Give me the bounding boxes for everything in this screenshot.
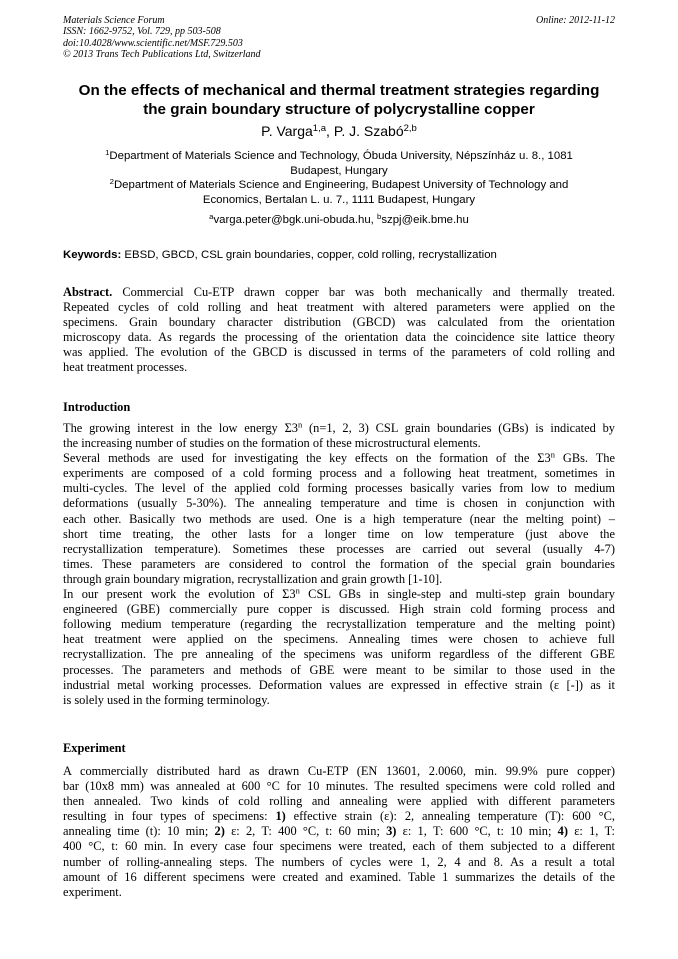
text-line xyxy=(63,855,615,870)
affiliation-1 xyxy=(70,149,608,178)
text-span: industrial metal working processes. Deformation values are expressed in effective strain (ε [-]) as it xyxy=(63,677,615,692)
text-line xyxy=(63,436,615,451)
abstract-line: Repeated cycles of cold rolling and heat treatment with altered parameters were applied on the xyxy=(63,300,615,315)
text-line xyxy=(63,421,615,436)
affiliation-1-line-1: Department of Materials Science and Technology, Óbuda University, Népszínház u. 8., 1081 xyxy=(109,150,573,162)
text-span: CSL GBs in single-step and multi-step grain boundary xyxy=(299,587,615,602)
text-line xyxy=(63,542,615,557)
email-b: szpj@eik.bme.hu xyxy=(381,214,469,226)
text-line xyxy=(63,527,615,542)
text-span: GBs. The xyxy=(554,451,615,466)
email-a-sup: a xyxy=(209,211,214,221)
text-line xyxy=(63,870,615,885)
text-span: each other. Basically two methods are used. One is a high temperature (near the melting point) – xyxy=(63,511,615,526)
text-span: short time treating, the other lasts for a longer time on low temperature (just above the xyxy=(63,526,615,541)
introduction-paragraph-2 xyxy=(63,451,615,587)
superscript: n xyxy=(297,419,303,430)
text-span: engineered (GBE) commercially pure copper is discussed. High strain cold forming process and xyxy=(63,602,615,617)
text-span: the increasing number of studies on the formation of these microstructural elements. xyxy=(63,436,481,451)
abstract-line: microscopy data. As regards the processing of the orientation data the coincidence site lattice theory xyxy=(63,330,615,345)
keywords-text: EBSD, GBCD, CSL grain boundaries, copper, cold rolling, recrystallization xyxy=(121,249,497,261)
online-date: Online: 2012-11-12 xyxy=(536,15,615,26)
author-2-sup: 2,b xyxy=(403,122,417,134)
journal-name: Materials Science Forum xyxy=(63,15,165,26)
journal-copyright: © 2013 Trans Tech Publications Ltd, Switzerland xyxy=(63,48,261,60)
text-span: ε: 2, T: 400 °C, t: 60 min; xyxy=(224,824,387,839)
text-span: resulting in four types of specimens: xyxy=(63,809,276,824)
affiliation-2 xyxy=(70,178,608,207)
experiment-heading: Experiment xyxy=(63,741,126,755)
specimen-number: 2) xyxy=(214,824,225,839)
introduction-paragraph-3 xyxy=(63,587,615,708)
text-span: multi-cycles. The level of the applied cold forming processes basically varies from low to medium xyxy=(63,481,615,496)
experiment-body xyxy=(63,764,615,900)
text-line xyxy=(63,839,615,854)
text-line xyxy=(63,809,615,824)
introduction-heading: Introduction xyxy=(63,400,131,414)
introduction-paragraph-1 xyxy=(63,421,615,451)
text-span: through grain boundary migration, recrystallization and grain growth [1-10]. xyxy=(63,571,443,586)
text-span: experiments are composed of a cold forming process and a following heat treatment, sometimes in xyxy=(63,466,615,481)
text-span: is solely used in the forming terminology. xyxy=(63,692,270,707)
abstract-line: specimens. Grain boundary character distribution (GBCD) was calculated from the orientation xyxy=(63,315,615,330)
text-line xyxy=(63,663,615,678)
text-line xyxy=(63,824,615,839)
abstract-label: Abstract. xyxy=(63,285,113,299)
text-line xyxy=(63,617,615,632)
text-span: In our present work the evolution of Σ3 xyxy=(63,587,296,602)
text-line xyxy=(63,678,615,693)
text-line xyxy=(63,481,615,496)
text-span: processes. The parameters and methods of GBE were meant to be similar to those used in the xyxy=(63,662,615,677)
text-line xyxy=(63,572,615,587)
text-line xyxy=(63,647,615,662)
text-span: effective strain (ε): 2, annealing temperature (T): 600 °C, xyxy=(285,809,616,824)
superscript: n xyxy=(550,449,555,460)
text-line xyxy=(63,466,615,481)
text-span: The growing interest in the low energy Σ3 xyxy=(63,421,298,435)
title-line-1: On the effects of mechanical and thermal treatment strategies regarding xyxy=(78,82,600,99)
text-span: annealing time (t): 10 min; xyxy=(63,824,215,839)
author-emails xyxy=(70,213,608,228)
journal-doi: doi:10.4028/www.scientific.net/MSF.729.503 xyxy=(63,37,243,49)
text-span: A commercially distributed hard as drawn Cu-ETP (EN 13601, 2.0060, min. 99.9% pure copper) xyxy=(63,764,615,778)
text-line xyxy=(63,764,615,779)
keywords-label: Keywords: xyxy=(63,249,122,261)
author-separator: , xyxy=(326,123,334,139)
abstract-line: Commercial Cu-ETP drawn copper bar was both mechanically and thermally treated. xyxy=(112,285,615,299)
text-span: bar (10x8 mm) was annealed at 600 °C for 10 minutes. The resulted specimens were cold rolled and xyxy=(63,779,615,794)
text-line xyxy=(63,496,615,511)
text-span: ε: 1, T: xyxy=(568,824,615,839)
text-span: deformations (usually 5-30%). The annealing temperature and time is chosen in conjunction with xyxy=(63,496,615,511)
abstract-line: was applied. The evolution of the GBCD is discussed in terms of the parameters of cold rolling and xyxy=(63,345,615,360)
author-list xyxy=(55,122,623,140)
text-span: heat treatment were applied on the specimens. Annealing times were chosen to achieve full xyxy=(63,632,615,647)
title-line-2: the grain boundary structure of polycrystalline copper xyxy=(143,101,535,118)
specimen-number: 4) xyxy=(557,824,568,839)
text-span: recrystallization. The pre annealing of the specimens was uniform regardless of the different GBE xyxy=(63,647,615,662)
text-span: (n=1, 2, 3) CSL grain boundaries (GBs) is indicated by xyxy=(302,421,615,435)
author-2: P. J. Szabó xyxy=(333,123,404,139)
text-span: times. These parameters are considered to control the formation of the special grain boundaries xyxy=(63,556,615,571)
affiliation-1-line-2: Budapest, Hungary xyxy=(290,164,388,177)
text-line xyxy=(63,451,615,466)
affiliation-2-line-1: Department of Materials Science and Engineering, Budapest University of Technology and xyxy=(113,179,569,191)
keywords xyxy=(63,248,615,263)
text-line xyxy=(63,779,615,794)
affiliation-2-sup: 2 xyxy=(109,176,114,186)
email-a: varga.peter@bgk.uni-obuda.hu, xyxy=(213,214,377,226)
abstract xyxy=(63,285,615,376)
text-span: number of rolling-annealing steps. The numbers of cycles were 1, 2, 4 and 8. As a result a total xyxy=(63,854,615,869)
text-span: recrystallization temperature). Sometimes these processes are carried out several (usually 4-7) xyxy=(63,541,615,556)
text-line xyxy=(63,693,615,708)
specimen-number: 3) xyxy=(386,824,397,839)
introduction-body xyxy=(63,421,615,708)
text-line xyxy=(63,794,615,809)
affiliation-1-sup: 1 xyxy=(105,147,110,157)
superscript: n xyxy=(295,585,300,596)
author-1: P. Varga xyxy=(261,123,313,139)
journal-header xyxy=(63,15,615,60)
author-1-sup: 1,a xyxy=(312,122,327,134)
text-span: ε: 1, T: 600 °C, t: 10 min; xyxy=(396,824,558,839)
text-span: 400 °C, t: 60 min. In every case four specimens were treated, each of them subjected to a different xyxy=(63,839,615,854)
specimen-number: 1) xyxy=(275,809,286,824)
email-b-sup: b xyxy=(377,211,382,221)
text-span: experiment. xyxy=(63,884,122,899)
text-line xyxy=(63,632,615,647)
text-span: Several methods are used for investigating the key effects on the formation of the Σ3 xyxy=(63,451,551,466)
text-span: then annealed. Two kinds of cold rolling and annealing were applied with different parameters xyxy=(63,794,615,809)
text-line xyxy=(63,557,615,572)
text-span: amount of 16 different specimens were created and examined. Table 1 summarizes the details of the xyxy=(63,869,615,884)
paper-title xyxy=(55,81,623,119)
journal-issn: ISSN: 1662-9752, Vol. 729, pp 503-508 xyxy=(63,26,221,38)
text-line xyxy=(63,512,615,527)
abstract-line: heat treatment processes. xyxy=(63,360,188,375)
text-line xyxy=(63,587,615,602)
text-line xyxy=(63,602,615,617)
text-span: following medium temperature (regarding the recrystallization temperature and the melting point) xyxy=(63,617,615,632)
text-line xyxy=(63,885,615,900)
affiliation-2-line-2: Economics, Bertalan L. u. 7., 1111 Budapest, Hungary xyxy=(202,193,476,206)
